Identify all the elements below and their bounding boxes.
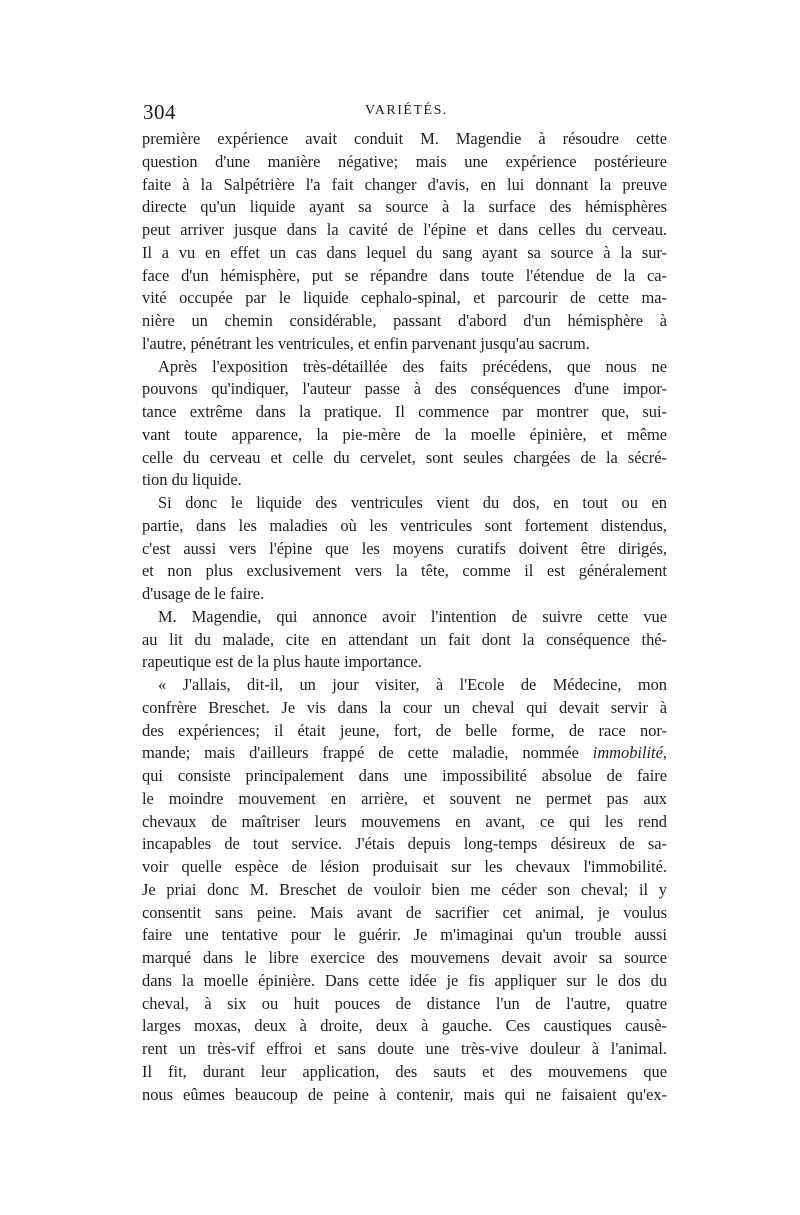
text-line: d'usage de le faire. (142, 584, 265, 603)
text-line: incapables de tout service. J'étais depuis long-temps désireux de sa- (142, 834, 667, 854)
text-line: M. Magendie, qui annonce avoir l'intention de suivre cette vue (158, 606, 667, 626)
text-line: rent un très-vif effroi et sans doute une très-vive douleur à l'animal. (142, 1039, 667, 1058)
text-line: voir quelle espèce de lésion produisait sur les chevaux l'immobilité. (142, 857, 667, 876)
text-line: face d'un hémisphère, put se répandre dans toute l'étendue de la ca- (142, 265, 667, 285)
text-line: larges moxas, deux à droite, deux à gauche. Ces caustiques causè- (142, 1016, 667, 1036)
text-line: partie, dans les maladies où les ventricules sont fortement distendus, (142, 515, 667, 535)
text-line: des expériences; il était jeune, fort, de belle forme, de race nor- (142, 720, 667, 740)
text-line: rapeutique est de la plus haute importance. (142, 652, 422, 672)
text-line: qui consiste principalement dans une impossibilité absolue de faire (142, 766, 667, 785)
text-line: directe qu'un liquide ayant sa source à la surface des hémisphères (142, 197, 667, 217)
text-line: « J'allais, dit-il, un jour visiter, à l'Ecole de Médecine, mon (158, 675, 667, 694)
text-line: consentit sans peine. Mais avant de sacrifier cet animal, je voulus (142, 902, 667, 922)
text-line: première expérience avait conduit M. Magendie à résoudre cette (142, 129, 667, 148)
text-line: vité occupée par le liquide cephalo-spinal, et parcourir de cette ma- (142, 288, 667, 308)
text-line: Il a vu en effet un cas dans lequel du sang ayant sa source à la sur- (142, 242, 667, 262)
page-number: 304 (143, 100, 176, 124)
text-line: nous eûmes beaucoup de peine à contenir, mais qui ne faisaient qu'ex- (142, 1084, 667, 1104)
text-line: tance extrême dans la pratique. Il commence par montrer que, sui- (142, 402, 667, 421)
text-line: Je priai donc M. Breschet de vouloir bien me céder son cheval; il y (142, 879, 667, 899)
text-line: peut arriver jusque dans la cavité de l'épine et dans celles du cerveau. (142, 220, 667, 239)
text-line: marqué dans le libre exercice des mouvemens devait avoir sa source (142, 948, 667, 967)
text-line: dans la moelle épinière. Dans cette idée je fis appliquer sur le dos du (142, 970, 667, 990)
text-line: question d'une manière négative; mais une expérience postérieure (142, 151, 667, 171)
text-line: Il fit, durant leur application, des sauts et des mouvemens que (142, 1061, 667, 1081)
text-line: cheval, à six ou huit pouces de distance l'un de l'autre, quatre (142, 993, 667, 1013)
text-line: le moindre mouvement en arrière, et souvent ne permet pas aux (142, 788, 667, 808)
text-line: chevaux de maîtriser leurs mouvemens en avant, ce qui les rend (142, 811, 667, 831)
text-line: pouvons qu'indiquer, l'auteur passe à des conséquences d'une impor- (142, 379, 667, 399)
text-line: faire une tentative pour le guérir. Je m'imaginai qu'un trouble aussi (142, 925, 667, 945)
text-line: vant toute apparence, la pie-mère de la moelle épinière, et même (142, 424, 667, 444)
text-line: l'autre, pénétrant les ventricules, et enfin parvenant jusqu'au sacrum. (142, 333, 590, 353)
text-line: c'est aussi vers l'épine que les moyens curatifs doivent être dirigés, (142, 538, 667, 558)
text-line: et non plus exclusivement vers la tête, comme il est généralement (142, 561, 667, 581)
body-text (142, 128, 667, 1106)
text-line: celle du cerveau et celle du cervelet, sont seules chargées de la sécré- (142, 447, 667, 467)
text-line: mande; mais d'ailleurs frappé de cette maladie, nommée immobilité, (142, 743, 667, 763)
italic-term: immobilité (592, 743, 663, 763)
text-line: nière un chemin considérable, passant d'abord d'un hémisphère à (142, 311, 667, 330)
text-line: tion du liquide. (142, 470, 242, 490)
text-line: confrère Breschet. Je vis dans la cour un cheval qui devait servir à (142, 697, 667, 717)
text-line: Après l'exposition très-détaillée des faits précédens, que nous ne (158, 356, 667, 376)
text-line: faite à la Salpétrière l'a fait changer d'avis, en lui donnant la preuve (142, 174, 667, 194)
running-head (143, 100, 663, 124)
running-title: VARIÉTÉS. (365, 103, 448, 118)
text-line: au lit du malade, cite en attendant un fait dont la conséquence thé- (142, 629, 667, 649)
text-line: Si donc le liquide des ventricules vient du dos, en tout ou en (158, 493, 667, 512)
